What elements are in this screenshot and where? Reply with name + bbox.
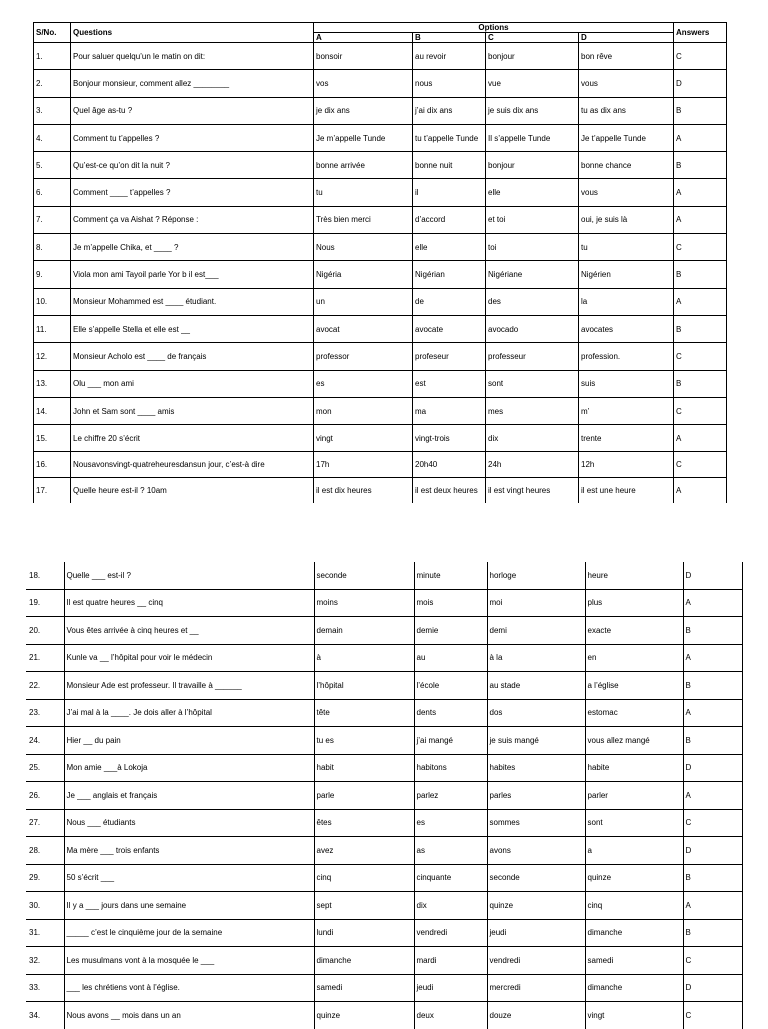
answer: B — [674, 315, 727, 342]
question-text: Quel âge as-tu ? — [71, 97, 314, 124]
option-b: est — [413, 370, 486, 397]
answer: B — [674, 97, 727, 124]
sno-header: S/No. — [34, 23, 71, 43]
question-text: Je ___ anglais et français — [64, 782, 314, 810]
question-text: J’ai mal à la ____. Je dois aller à l’hôpital — [64, 699, 314, 727]
option-b: Nigérian — [413, 261, 486, 288]
option-a: vos — [314, 70, 413, 97]
option-a: habit — [314, 754, 414, 782]
option-d: il est une heure — [579, 478, 674, 504]
option-c: horloge — [487, 562, 585, 589]
question-text: Elle s’appelle Stella et elle est __ — [71, 315, 314, 342]
option-c: il est vingt heures — [486, 478, 579, 504]
option-b: habitons — [414, 754, 487, 782]
row-number: 29. — [26, 864, 64, 892]
answers-header: Answers — [674, 23, 727, 43]
question-text: Quelle heure est-il ? 10am — [71, 478, 314, 504]
option-a: l’hôpital — [314, 672, 414, 700]
answer: C — [674, 234, 727, 261]
option-b: au — [414, 644, 487, 672]
option-a: un — [314, 288, 413, 315]
question-row — [34, 97, 727, 124]
question-text: Comment tu t’appelles ? — [71, 124, 314, 151]
option-d: estomac — [585, 699, 683, 727]
option-c: avocado — [486, 315, 579, 342]
question-text: Ma mère ___ trois enfants — [64, 837, 314, 865]
option-d-header: D — [579, 33, 674, 43]
option-b: ma — [413, 397, 486, 424]
answer: D — [674, 70, 727, 97]
option-d: a l’église — [585, 672, 683, 700]
option-c: douze — [487, 1002, 585, 1029]
answer: A — [683, 782, 742, 810]
row-number: 24. — [26, 727, 64, 755]
option-a: il est dix heures — [314, 478, 413, 504]
quiz-table-part-2 — [26, 562, 743, 1029]
answer: C — [674, 397, 727, 424]
option-a: tu — [314, 179, 413, 206]
row-number: 22. — [26, 672, 64, 700]
quiz-table-part-1 — [33, 22, 727, 503]
option-c: mes — [486, 397, 579, 424]
answer: D — [683, 562, 742, 589]
question-text: Quelle ___ est-il ? — [64, 562, 314, 589]
answer: B — [683, 727, 742, 755]
option-d: dimanche — [585, 919, 683, 947]
row-number: 4. — [34, 124, 71, 151]
option-d: m’ — [579, 397, 674, 424]
answer: B — [674, 261, 727, 288]
option-d: vingt — [585, 1002, 683, 1029]
option-a: Très bien merci — [314, 206, 413, 233]
option-d: a — [585, 837, 683, 865]
option-a: dimanche — [314, 947, 414, 975]
option-d: quinze — [585, 864, 683, 892]
option-c: bonjour — [486, 152, 579, 179]
option-a: seconde — [314, 562, 414, 589]
option-d: oui, je suis là — [579, 206, 674, 233]
question-row — [34, 315, 727, 342]
question-text: Hier __ du pain — [64, 727, 314, 755]
question-row — [26, 864, 742, 892]
answer: B — [683, 864, 742, 892]
question-row — [26, 809, 742, 837]
option-d: plus — [585, 589, 683, 617]
question-text: Olu ___ mon ami — [71, 370, 314, 397]
option-b: vendredi — [414, 919, 487, 947]
question-row — [26, 617, 742, 645]
option-d: trente — [579, 425, 674, 452]
option-d: bonne chance — [579, 152, 674, 179]
option-b: elle — [413, 234, 486, 261]
option-a: Nous — [314, 234, 413, 261]
option-a: tête — [314, 699, 414, 727]
answer: C — [683, 809, 742, 837]
option-c: jeudi — [487, 919, 585, 947]
option-b: 20h40 — [413, 452, 486, 478]
option-d: avocates — [579, 315, 674, 342]
question-row — [34, 70, 727, 97]
row-number: 23. — [26, 699, 64, 727]
option-a: lundi — [314, 919, 414, 947]
question-text: Mon amie ___à Lokoja — [64, 754, 314, 782]
option-c: demi — [487, 617, 585, 645]
option-c: avons — [487, 837, 585, 865]
answer: C — [674, 343, 727, 370]
answer: A — [674, 478, 727, 504]
option-b: l’école — [414, 672, 487, 700]
option-d: vous — [579, 179, 674, 206]
row-number: 2. — [34, 70, 71, 97]
option-a: quinze — [314, 1002, 414, 1029]
answer: C — [674, 452, 727, 478]
option-c: Il s’appelle Tunde — [486, 124, 579, 151]
question-row — [34, 152, 727, 179]
option-c: parles — [487, 782, 585, 810]
question-text: Monsieur Mohammed est ____ étudiant. — [71, 288, 314, 315]
row-number: 6. — [34, 179, 71, 206]
answer: A — [683, 644, 742, 672]
option-b-header: B — [413, 33, 486, 43]
row-number: 30. — [26, 892, 64, 920]
question-row — [26, 727, 742, 755]
question-row — [34, 206, 727, 233]
option-a: Je m’appelle Tunde — [314, 124, 413, 151]
question-row — [34, 478, 727, 504]
option-a: mon — [314, 397, 413, 424]
option-b: profeseur — [413, 343, 486, 370]
option-c: moi — [487, 589, 585, 617]
option-b: j’ai mangé — [414, 727, 487, 755]
option-b: il — [413, 179, 486, 206]
row-number: 21. — [26, 644, 64, 672]
row-number: 34. — [26, 1002, 64, 1029]
option-b: dix — [414, 892, 487, 920]
answer: D — [683, 754, 742, 782]
option-a: êtes — [314, 809, 414, 837]
question-text: John et Sam sont ____ amis — [71, 397, 314, 424]
option-a: je dix ans — [314, 97, 413, 124]
question-text: Vous êtes arrivée à cinq heures et __ — [64, 617, 314, 645]
question-row — [26, 892, 742, 920]
question-text: Monsieur Ade est professeur. Il travaille à ______ — [64, 672, 314, 700]
question-row — [34, 234, 727, 261]
question-row — [26, 782, 742, 810]
question-text: Viola mon ami Tayoil parle Yor b il est___ — [71, 261, 314, 288]
row-number: 20. — [26, 617, 64, 645]
question-row — [34, 179, 727, 206]
question-row — [34, 425, 727, 452]
answer: D — [683, 837, 742, 865]
option-d: profession. — [579, 343, 674, 370]
option-d: tu — [579, 234, 674, 261]
option-d: cinq — [585, 892, 683, 920]
option-d: 12h — [579, 452, 674, 478]
option-b: minute — [414, 562, 487, 589]
question-text: Il y a ___ jours dans une semaine — [64, 892, 314, 920]
question-text: 50 s’écrit ___ — [64, 864, 314, 892]
answer: A — [674, 206, 727, 233]
question-text: Comment ____ t’appelles ? — [71, 179, 314, 206]
option-b: vingt-trois — [413, 425, 486, 452]
answer: D — [683, 974, 742, 1002]
option-d: sont — [585, 809, 683, 837]
question-text: Qu’est-ce qu’on dit la nuit ? — [71, 152, 314, 179]
option-d: Nigérien — [579, 261, 674, 288]
question-text: Les musulmans vont à la mosquée le ___ — [64, 947, 314, 975]
option-a: avocat — [314, 315, 413, 342]
option-b: tu t’appelle Tunde — [413, 124, 486, 151]
question-text: Pour saluer quelqu’un le matin on dit: — [71, 43, 314, 70]
question-row — [34, 288, 727, 315]
option-b: d’accord — [413, 206, 486, 233]
answer: A — [674, 288, 727, 315]
option-c: je suis dix ans — [486, 97, 579, 124]
question-text: Comment ça va Aishat ? Réponse : — [71, 206, 314, 233]
option-d: parler — [585, 782, 683, 810]
row-number: 16. — [34, 452, 71, 478]
option-b: il est deux heures — [413, 478, 486, 504]
option-b: bonne nuit — [413, 152, 486, 179]
option-d: tu as dix ans — [579, 97, 674, 124]
option-d: habite — [585, 754, 683, 782]
option-c: au stade — [487, 672, 585, 700]
answer: A — [674, 179, 727, 206]
option-d: dimanche — [585, 974, 683, 1002]
row-number: 8. — [34, 234, 71, 261]
row-number: 33. — [26, 974, 64, 1002]
option-c: et toi — [486, 206, 579, 233]
option-c: toi — [486, 234, 579, 261]
option-a: à — [314, 644, 414, 672]
question-text: Nous ___ étudiants — [64, 809, 314, 837]
question-text: Kunle va __ l’hôpital pour voir le médecin — [64, 644, 314, 672]
row-number: 32. — [26, 947, 64, 975]
question-row — [26, 947, 742, 975]
row-number: 26. — [26, 782, 64, 810]
row-number: 15. — [34, 425, 71, 452]
option-a: demain — [314, 617, 414, 645]
answer: A — [674, 425, 727, 452]
row-number: 3. — [34, 97, 71, 124]
option-c: sont — [486, 370, 579, 397]
answer: A — [683, 892, 742, 920]
option-c: je suis mangé — [487, 727, 585, 755]
option-a: sept — [314, 892, 414, 920]
option-c: quinze — [487, 892, 585, 920]
option-c: Nigériane — [486, 261, 579, 288]
option-b: mois — [414, 589, 487, 617]
answer: B — [674, 370, 727, 397]
option-b: j’ai dix ans — [413, 97, 486, 124]
question-text: ___ les chrétiens vont à l’église. — [64, 974, 314, 1002]
row-number: 31. — [26, 919, 64, 947]
option-c: habites — [487, 754, 585, 782]
question-text: Nous avons __ mois dans un an — [64, 1002, 314, 1029]
option-b: dents — [414, 699, 487, 727]
question-row — [34, 452, 727, 478]
option-a: es — [314, 370, 413, 397]
option-d: la — [579, 288, 674, 315]
question-row — [26, 974, 742, 1002]
question-row — [26, 754, 742, 782]
option-b: mardi — [414, 947, 487, 975]
option-b: de — [413, 288, 486, 315]
option-c-header: C — [486, 33, 579, 43]
option-b: demie — [414, 617, 487, 645]
option-a: professor — [314, 343, 413, 370]
question-row — [26, 644, 742, 672]
option-d: exacte — [585, 617, 683, 645]
option-a: bonsoir — [314, 43, 413, 70]
question-row — [26, 672, 742, 700]
option-b: deux — [414, 1002, 487, 1029]
option-b: avocate — [413, 315, 486, 342]
question-row — [34, 397, 727, 424]
option-d: heure — [585, 562, 683, 589]
option-a: 17h — [314, 452, 413, 478]
option-c: 24h — [486, 452, 579, 478]
question-text: Le chiffre 20 s’écrit — [71, 425, 314, 452]
option-d: vous — [579, 70, 674, 97]
option-d: bon rêve — [579, 43, 674, 70]
row-number: 5. — [34, 152, 71, 179]
option-d: samedi — [585, 947, 683, 975]
option-c: dos — [487, 699, 585, 727]
question-row — [34, 43, 727, 70]
row-number: 19. — [26, 589, 64, 617]
row-number: 7. — [34, 206, 71, 233]
question-row — [26, 562, 742, 589]
option-a: vingt — [314, 425, 413, 452]
question-text: Il est quatre heures __ cinq — [64, 589, 314, 617]
option-b: nous — [413, 70, 486, 97]
answer: A — [683, 589, 742, 617]
option-a: moins — [314, 589, 414, 617]
question-text: Nousavonsvingt-quatreheuresdansun jour, c’est-à dire — [71, 452, 314, 478]
option-c: vendredi — [487, 947, 585, 975]
answer: B — [683, 672, 742, 700]
row-number: 10. — [34, 288, 71, 315]
answer: A — [674, 124, 727, 151]
option-a: Nigéria — [314, 261, 413, 288]
option-a: samedi — [314, 974, 414, 1002]
option-b: jeudi — [414, 974, 487, 1002]
option-b: cinquante — [414, 864, 487, 892]
question-text: Bonjour monsieur, comment allez ________ — [71, 70, 314, 97]
row-number: 12. — [34, 343, 71, 370]
answer: C — [683, 947, 742, 975]
row-number: 27. — [26, 809, 64, 837]
option-a: cinq — [314, 864, 414, 892]
question-row — [26, 919, 742, 947]
question-row — [26, 837, 742, 865]
question-row — [34, 124, 727, 151]
row-number: 1. — [34, 43, 71, 70]
option-c: à la — [487, 644, 585, 672]
question-text: _____ c’est le cinquième jour de la semaine — [64, 919, 314, 947]
option-b: parlez — [414, 782, 487, 810]
option-a: parle — [314, 782, 414, 810]
answer: B — [674, 152, 727, 179]
option-c: seconde — [487, 864, 585, 892]
option-a: bonne arrivée — [314, 152, 413, 179]
option-d: Je t’appelle Tunde — [579, 124, 674, 151]
question-row — [26, 699, 742, 727]
row-number: 18. — [26, 562, 64, 589]
answer: B — [683, 617, 742, 645]
option-d: vous allez mangé — [585, 727, 683, 755]
answer: C — [674, 43, 727, 70]
option-b: as — [414, 837, 487, 865]
option-c: elle — [486, 179, 579, 206]
option-b: es — [414, 809, 487, 837]
questions-header: Questions — [71, 23, 314, 43]
row-number: 25. — [26, 754, 64, 782]
question-row — [34, 343, 727, 370]
question-row — [34, 261, 727, 288]
question-row — [26, 1002, 742, 1029]
option-a: avez — [314, 837, 414, 865]
option-b: au revoir — [413, 43, 486, 70]
question-row — [34, 370, 727, 397]
option-a-header: A — [314, 33, 413, 43]
question-text: Je m’appelle Chika, et ____ ? — [71, 234, 314, 261]
option-c: sommes — [487, 809, 585, 837]
option-c: vue — [486, 70, 579, 97]
row-number: 14. — [34, 397, 71, 424]
option-c: dix — [486, 425, 579, 452]
row-number: 13. — [34, 370, 71, 397]
row-number: 9. — [34, 261, 71, 288]
option-a: tu es — [314, 727, 414, 755]
option-c: professeur — [486, 343, 579, 370]
row-number: 17. — [34, 478, 71, 504]
options-header: Options — [314, 23, 674, 33]
answer: B — [683, 919, 742, 947]
option-c: des — [486, 288, 579, 315]
question-row — [26, 589, 742, 617]
option-d: en — [585, 644, 683, 672]
option-d: suis — [579, 370, 674, 397]
question-text: Monsieur Acholo est ____ de français — [71, 343, 314, 370]
answer: C — [683, 1002, 742, 1029]
row-number: 11. — [34, 315, 71, 342]
option-c: mercredi — [487, 974, 585, 1002]
option-c: bonjour — [486, 43, 579, 70]
row-number: 28. — [26, 837, 64, 865]
answer: A — [683, 699, 742, 727]
